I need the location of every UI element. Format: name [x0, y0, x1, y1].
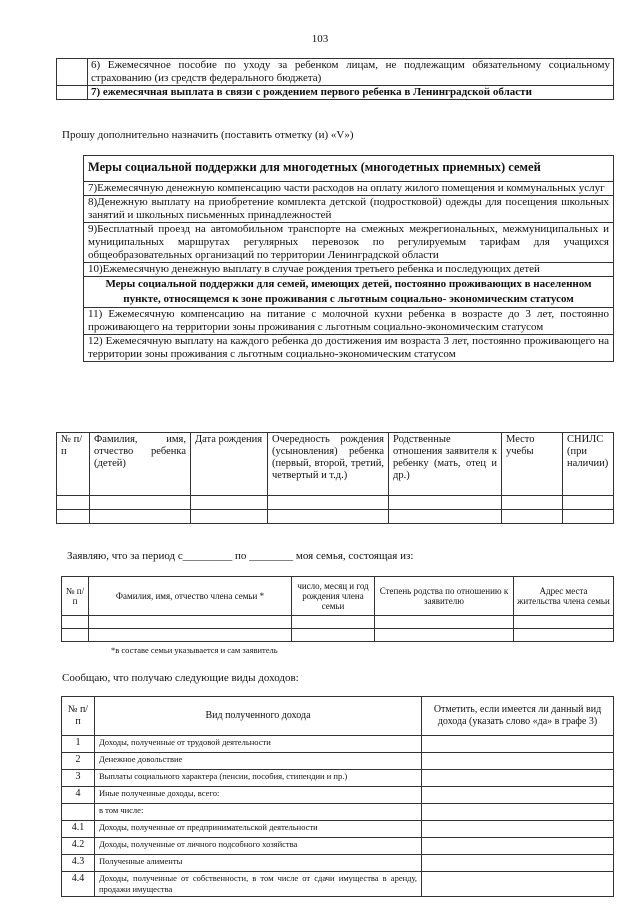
table-cell[interactable] [191, 496, 268, 510]
table-cell[interactable] [268, 496, 389, 510]
income-type: Выплаты социального характера (пенсии, пособия, стипендии и пр.) [95, 770, 422, 787]
table-cell[interactable] [563, 496, 614, 510]
income-type: Доходы, полученные от трудовой деятельности [95, 736, 422, 753]
answer-cell[interactable] [422, 753, 614, 770]
large-families-table [83, 155, 614, 362]
table-row [62, 804, 614, 821]
table-cell[interactable] [514, 629, 614, 642]
table-cell[interactable] [89, 629, 292, 642]
table-row [57, 86, 614, 100]
table-cell[interactable] [90, 510, 191, 524]
column-header: Очередность рождения (усыновления) ребенка (первый, второй, третий, четвертый и т.д.) [268, 433, 389, 496]
support-item[interactable]: 12) Ежемесячную выплату на каждого ребенка до достижения им возраста 3 лет, постоянно проживающего на территории зоны проживания с льготным социально-экономическим статусом [84, 335, 614, 362]
table-row [62, 616, 614, 629]
table-cell[interactable] [292, 629, 375, 642]
row-number: 4.1 [62, 821, 95, 838]
section-heading: Меры социальной поддержки для многодетных (многодетных приемных) семей [84, 156, 614, 182]
request-text: Прошу дополнительно назначить (поставить отметку (и) «V») [62, 129, 354, 141]
family-table [61, 576, 614, 642]
income-type: в том числе: [95, 804, 422, 821]
table-cell[interactable] [563, 510, 614, 524]
table-cell[interactable] [502, 510, 563, 524]
column-header: число, месяц и год рождения члена семьи [292, 577, 375, 616]
column-header: Родственные отношения заявителя к ребенку (мать, отец и др.) [389, 433, 502, 496]
row-number: 3 [62, 770, 95, 787]
column-header: Место учебы [502, 433, 563, 496]
column-header: № п/п [57, 433, 90, 496]
row-number: 4.3 [62, 855, 95, 872]
income-type: Полученные алименты [95, 855, 422, 872]
table-cell[interactable] [502, 496, 563, 510]
declaration-text: Заявляю, что за период с_________ по ________ моя семья, состоящая из: [67, 550, 414, 562]
children-table [56, 432, 614, 524]
column-header: СНИЛС (при наличии) [563, 433, 614, 496]
row-number: 2 [62, 753, 95, 770]
column-header: Степень родства по отношению к заявителю [375, 577, 514, 616]
column-header: Отметить, если имеется ли данный вид дохода (указать слово «да» в графе 3) [422, 697, 614, 736]
table-row [62, 770, 614, 787]
table-cell[interactable] [57, 510, 90, 524]
column-header: № п/п [62, 577, 89, 616]
column-header: Фамилия, имя, отчество члена семьи * [89, 577, 292, 616]
column-header: Вид полученного дохода [95, 697, 422, 736]
table-cell[interactable] [375, 616, 514, 629]
row-number: 4.4 [62, 872, 95, 897]
table-row [57, 496, 614, 510]
support-item[interactable]: 10)Ежемесячную денежную выплату в случае рождения третьего ребенка и последующих детей [84, 263, 614, 277]
support-item[interactable]: 11) Ежемесячную компенсацию на питание с молочной кухни ребенка в возрасте до 3 лет, постоянно проживающего на территории зоны проживания с льготным социально-экономическим статусом [84, 308, 614, 335]
table-row [62, 821, 614, 838]
table-cell[interactable] [89, 616, 292, 629]
column-header: Адрес места жительства члена семьи [514, 577, 614, 616]
table-cell[interactable] [292, 616, 375, 629]
income-type: Иные полученные доходы, всего: [95, 787, 422, 804]
column-header: № п/п [62, 697, 95, 736]
support-item[interactable]: 8)Денежную выплату на приобретение комплекта детской (подростковой) одежды для посещения школьных занятий и школьных письменных принадлежностей [84, 196, 614, 223]
table-row [57, 59, 614, 86]
income-type: Денежное довольствие [95, 753, 422, 770]
table-header-row [57, 433, 614, 496]
table-cell[interactable] [57, 496, 90, 510]
table-cell[interactable] [389, 510, 502, 524]
table-cell[interactable] [514, 616, 614, 629]
income-text: Сообщаю, что получаю следующие виды доходов: [62, 672, 299, 684]
income-type: Доходы, полученные от личного подсобного хозяйства [95, 838, 422, 855]
table-cell[interactable] [90, 496, 191, 510]
table-cell[interactable] [268, 510, 389, 524]
section-heading: Меры социальной поддержки для семей, имеющих детей, постоянно проживающих в населенном пункте, относящемся к зоне проживания с льготным социально- экономическим статусом [84, 277, 614, 308]
table-cell[interactable] [191, 510, 268, 524]
answer-cell[interactable] [422, 821, 614, 838]
checkbox-cell[interactable] [57, 86, 88, 100]
row-number: 4.2 [62, 838, 95, 855]
answer-cell[interactable] [422, 872, 614, 897]
income-table [61, 696, 614, 897]
table-row [57, 510, 614, 524]
table-row [62, 736, 614, 753]
footnote: *в составе семьи указывается и сам заявитель [111, 645, 278, 655]
support-item[interactable]: 7)Ежемесячную денежную компенсацию части расходов на оплату жилого помещения и коммунальных услуг [84, 182, 614, 196]
table-row [62, 838, 614, 855]
income-type: Доходы, полученные от предпринимательской деятельности [95, 821, 422, 838]
table-row [62, 629, 614, 642]
column-header: Дата рождения [191, 433, 268, 496]
page-number: 103 [311, 33, 329, 45]
answer-cell[interactable] [422, 736, 614, 753]
benefits-table [56, 58, 614, 100]
table-cell[interactable] [389, 496, 502, 510]
benefit-item: 7) ежемесячная выплата в связи с рождением первого ребенка в Ленинградской области [88, 86, 614, 100]
answer-cell[interactable] [422, 804, 614, 821]
answer-cell[interactable] [422, 838, 614, 855]
income-type: Доходы, полученные от собственности, в том числе от сдачи имущества в аренду, продажи имущества [95, 872, 422, 897]
support-item[interactable]: 9)Бесплатный проезд на автомобильном транспорте на смежных межрегиональных, межмуниципальных и муниципальных маршрутах регулярных перевозок по регулируемым тарифам для учащихся общеобразовательных организаций по территории Ленинградской области [84, 223, 614, 263]
table-row [62, 872, 614, 897]
row-number: 4 [62, 787, 95, 804]
row-number: 1 [62, 736, 95, 753]
answer-cell[interactable] [422, 770, 614, 787]
answer-cell[interactable] [422, 855, 614, 872]
table-header-row [62, 577, 614, 616]
table-row [62, 855, 614, 872]
table-row [62, 753, 614, 770]
checkbox-cell[interactable] [57, 59, 88, 86]
answer-cell[interactable] [422, 787, 614, 804]
table-row [62, 787, 614, 804]
table-cell[interactable] [62, 629, 89, 642]
benefit-item: 6) Ежемесячное пособие по уходу за ребенком лицам, не подлежащим обязательному социальному страхованию (из средств федерального бюджета) [88, 59, 614, 86]
column-header: Фамилия, имя, отчество ребенка (детей) [90, 433, 191, 496]
table-cell[interactable] [62, 616, 89, 629]
table-header-row [62, 697, 614, 736]
table-cell[interactable] [375, 629, 514, 642]
row-number [62, 804, 95, 821]
